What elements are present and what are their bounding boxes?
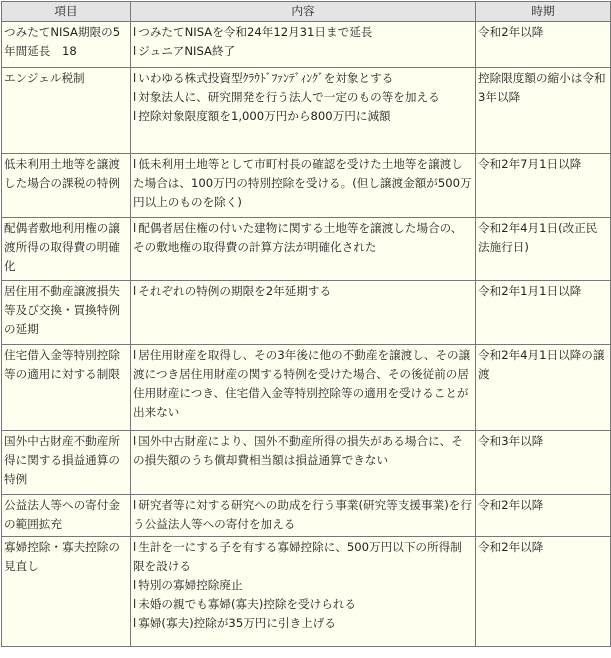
table-row xyxy=(2,345,611,431)
item-cell: 配偶者敷地利用権の譲渡所得の取得費の明確化 xyxy=(2,218,131,281)
period-cell: 令和2年4月1日以降の譲渡 xyxy=(476,345,611,431)
content-line: l 配偶者居住権の付いた建物に関する土地等を譲渡した場合の、その敷地権の取得費の計算方法が明確化された xyxy=(133,219,473,257)
item-cell: 住宅借入金等特別控除等の適用に対する制限 xyxy=(2,345,131,431)
content-cell xyxy=(131,154,476,218)
period-cell: 令和2年以降 xyxy=(476,537,611,647)
table-row xyxy=(2,495,611,537)
content-line: l いわゆる株式投資型ｸﾗｳﾄﾞﾌｧﾝﾃﾞｨﾝｸﾞを対象とする xyxy=(133,69,473,88)
header-content: 内容 xyxy=(131,2,476,22)
content-line: l 特別の寡婦控除廃止 xyxy=(133,576,473,595)
tax-reform-table xyxy=(1,1,611,647)
content-cell xyxy=(131,68,476,154)
item-cell: エンジェル税制 xyxy=(2,68,131,154)
table-row xyxy=(2,154,611,218)
content-line: l 控除対象限度額を1,000万円から800万円に減額 xyxy=(133,107,473,126)
content-line: l ジュニアNISA終了 xyxy=(133,42,473,61)
period-cell: 令和2年4月1日(改正民法施行日) xyxy=(476,218,611,281)
content-line: l 未婚の親でも寡婦(寡夫)控除を受けられる xyxy=(133,595,473,614)
table-row xyxy=(2,431,611,495)
table-row xyxy=(2,22,611,68)
period-cell: 令和2年以降 xyxy=(476,22,611,68)
content-cell xyxy=(131,495,476,537)
period-cell: 控除限度額の縮小は令和3年以降 xyxy=(476,68,611,154)
item-cell: 公益法人等への寄付金の範囲拡充 xyxy=(2,495,131,537)
content-line: l 低未利用土地等として市町村長の確認を受けた土地等を譲渡した場合は、100万円の特別控除を受ける。(但し譲渡金額が500万円以上のものを除く) xyxy=(133,155,473,212)
content-cell xyxy=(131,281,476,345)
header-row xyxy=(2,2,611,22)
period-cell: 令和2年7月1日以降 xyxy=(476,154,611,218)
content-cell xyxy=(131,22,476,68)
item-cell: つみたてNISA期限の5年間延長 18 xyxy=(2,22,131,68)
item-cell: 低未利用土地等を譲渡した場合の課税の特例 xyxy=(2,154,131,218)
content-line: l つみたてNISAを令和24年12月31日まで延長 xyxy=(133,23,473,42)
content-cell xyxy=(131,218,476,281)
item-cell: 居住用不動産譲渡損失等及び交換・買換特例の延期 xyxy=(2,281,131,345)
content-line: l それぞれの特例の期限を2年延期する xyxy=(133,282,473,301)
content-cell xyxy=(131,537,476,647)
item-cell: 国外中古財産不動産所得に関する損益通算の特例 xyxy=(2,431,131,495)
content-line: l 国外中古財産により、国外不動産所得の損失がある場合に、その損失額のうち償却費相当額は損益通算できない xyxy=(133,432,473,470)
content-line: l 対象法人に、研究開発を行う法人で一定のもの等を加える xyxy=(133,88,473,107)
period-cell: 令和2年1月1日以降 xyxy=(476,281,611,345)
table-row xyxy=(2,537,611,647)
table-row xyxy=(2,68,611,154)
content-cell xyxy=(131,345,476,431)
content-line: l 生計を一にする子を有する寡婦控除に、500万円以下の所得制限を設ける xyxy=(133,538,473,576)
table-row xyxy=(2,281,611,345)
content-line: l 研究者等に対する研究への助成を行う事業(研究等支援事業)を行う公益法人等への寄付を加える xyxy=(133,496,473,534)
header-period: 時期 xyxy=(476,2,611,22)
content-line: l 居住用財産を取得し、その3年後に他の不動産を譲渡し、その譲渡につき居住用財産の関する特例を受けた場合、その後従前の居住用財産につき、住宅借入金等特別控除等の適用を受けることが出来ない xyxy=(133,346,473,422)
content-line: l 寡婦(寡夫)控除が35万円に引き上げる xyxy=(133,614,473,633)
item-cell: 寡婦控除・寡夫控除の見直し xyxy=(2,537,131,647)
period-cell: 令和2年以降 xyxy=(476,495,611,537)
header-item: 項目 xyxy=(2,2,131,22)
table-row xyxy=(2,218,611,281)
content-cell xyxy=(131,431,476,495)
period-cell: 令和3年以降 xyxy=(476,431,611,495)
